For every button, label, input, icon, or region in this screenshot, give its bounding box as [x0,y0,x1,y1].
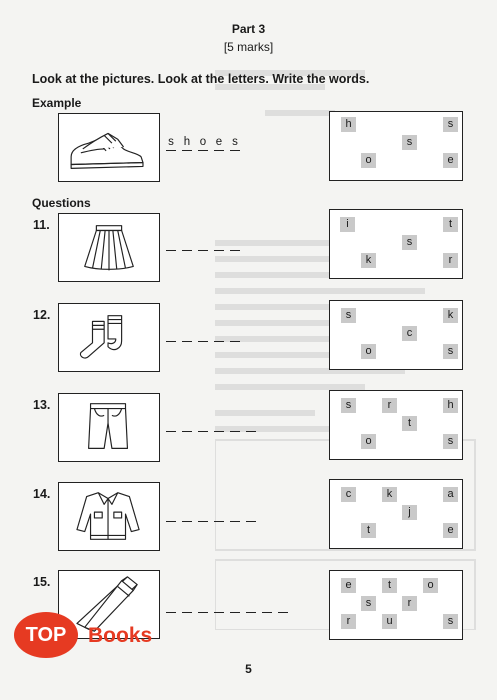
letter-tile: t [361,523,376,538]
letter-tile: h [443,398,458,413]
letter-tile: e [341,578,356,593]
letter-tile: t [443,217,458,232]
example-letter-grid [329,111,463,181]
question-number: 14. [33,487,51,501]
letter-tile: h [341,117,356,132]
shorts-picture [58,393,160,462]
letter-tile: o [361,434,376,449]
question-number: 15. [33,575,51,589]
letter-tile: k [443,308,458,323]
letter-tile: t [382,578,397,593]
letter-tile: k [361,253,376,268]
letter-tile: o [361,344,376,359]
letter-tile: c [402,326,417,341]
letter-tile: r [443,253,458,268]
logo-books-text: Books [88,624,153,647]
letter-tile: s [443,614,458,629]
skirt-picture [58,213,160,282]
letter-tile: s [402,235,417,250]
letter-tile: s [341,308,356,323]
part-title: Part 3 [231,22,266,36]
letter-tile: s [361,596,376,611]
socks-picture [58,303,160,372]
letter-tile: k [382,487,397,502]
topbooks-watermark-logo [0,604,200,668]
letter-grid-q15 [329,570,463,640]
shoes-picture [58,113,160,182]
example-answer-letter: h [183,136,191,148]
letter-tile: r [382,398,397,413]
letter-tile: s [443,434,458,449]
letter-tile: o [361,153,376,168]
letter-tile: s [443,117,458,132]
question-number: 13. [33,398,51,412]
letter-tile: r [341,614,356,629]
example-answer-letter: s [232,136,238,148]
letter-tile: c [341,487,356,502]
jacket-picture [58,482,160,551]
marks-label: [5 marks] [223,40,274,54]
answer-line-q11 [166,235,316,251]
example-label: Example [32,96,82,110]
letter-tile: u [382,614,397,629]
letter-tile: a [443,487,458,502]
answer-line-q12 [166,326,316,342]
letter-tile: j [402,505,417,520]
letter-tile: o [423,578,438,593]
page-number: 5 [245,662,252,676]
letter-grid-q11 [329,209,463,279]
letter-tile: e [443,523,458,538]
letter-grid-q12 [329,300,463,370]
question-number: 12. [33,308,51,322]
letter-tile: t [402,416,417,431]
letter-tile: e [443,153,458,168]
logo-top-badge: TOP [14,612,78,658]
instruction-text: Look at the pictures. Look at the letters. Write the words. [32,72,370,86]
letter-grid-q13 [329,390,463,460]
question-number: 11. [33,218,50,232]
example-answer-letter: o [199,136,207,148]
letter-grid-q14 [329,479,463,549]
letter-tile: r [402,596,417,611]
letter-tile: s [402,135,417,150]
letter-tile: s [341,398,356,413]
answer-line-q13 [166,416,316,432]
example-answer [166,135,316,151]
example-answer-letter: e [215,136,223,148]
answer-line-q14 [166,506,316,522]
questions-label: Questions [32,196,91,210]
letter-tile: i [340,217,355,232]
letter-tile: s [443,344,458,359]
example-answer-letter: s [168,136,174,148]
